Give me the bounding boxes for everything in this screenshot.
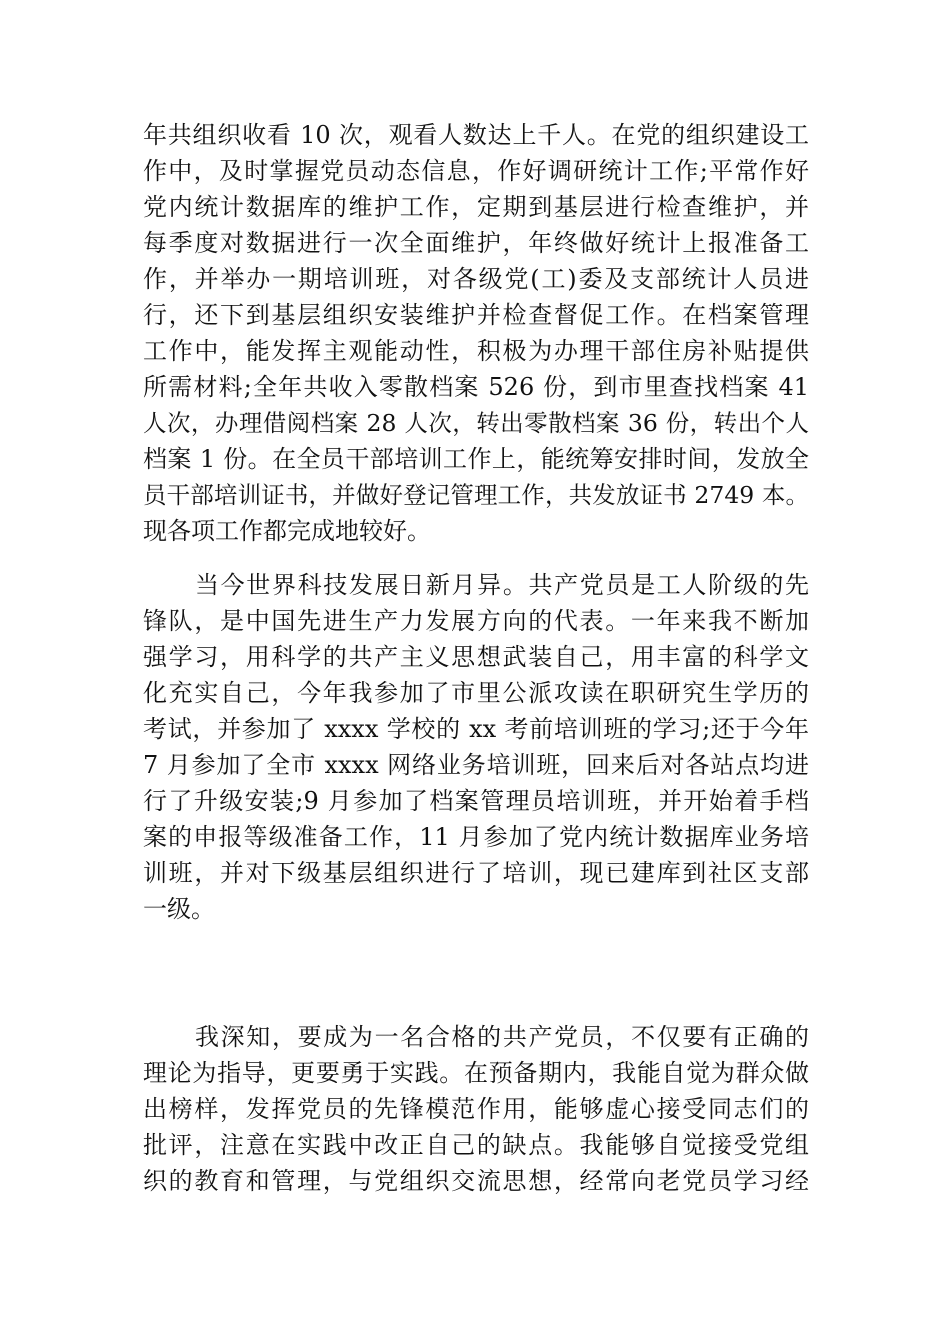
text-line: 7 月参加了全市 xxxx 网络业务培训班，回来后对各站点均进 (143, 751, 809, 779)
text-line: 强学习，用科学的共产主义思想武装自己，用丰富的科学文 (143, 643, 809, 671)
text-line: 锋队，是中国先进生产力发展方向的代表。一年来我不断加 (143, 607, 809, 635)
text-line: 训班，并对下级基层组织进行了培训，现已建库到社区支部 (143, 859, 809, 887)
text-line: 一级。 (143, 895, 215, 923)
text-line: 所需材料;全年共收入零散档案 526 份，到市里查找档案 41 (143, 373, 809, 401)
text-line: 作中，及时掌握党员动态信息，作好调研统计工作;平常作好 (143, 157, 809, 185)
text-line: 理论为指导，更要勇于实践。在预备期内，我能自觉为群众做 (143, 1059, 809, 1087)
text-line: 作，并举办一期培训班，对各级党(工)委及支部统计人员进 (143, 265, 809, 293)
text-line: 行，还下到基层组织安装维护并检查督促工作。在档案管理 (143, 301, 809, 329)
text-line: 化充实自己，今年我参加了市里公派攻读在职研究生学历的 (143, 679, 809, 707)
text-line: 工作中，能发挥主观能动性，积极为办理干部住房补贴提供 (143, 337, 809, 365)
text-line: 我深知，要成为一名合格的共产党员，不仅要有正确的 (195, 1023, 809, 1051)
text-line: 每季度对数据进行一次全面维护，年终做好统计上报准备工 (143, 229, 809, 257)
text-line: 员干部培训证书，并做好登记管理工作，共发放证书 2749 本。 (143, 481, 809, 509)
paragraph-2 (143, 567, 809, 927)
text-line: 年共组织收看 10 次，观看人数达上千人。在党的组织建设工 (143, 121, 809, 149)
text-line: 现各项工作都完成地较好。 (143, 517, 431, 545)
text-line: 当今世界科技发展日新月异。共产党员是工人阶级的先 (195, 571, 809, 599)
text-line: 考试，并参加了 xxxx 学校的 xx 考前培训班的学习;还于今年 (143, 715, 809, 743)
text-line: 批评，注意在实践中改正自己的缺点。我能够自觉接受党组 (143, 1131, 809, 1159)
paragraph-3 (143, 1019, 809, 1199)
text-line: 出榜样，发挥党员的先锋模范作用，能够虚心接受同志们的 (143, 1095, 809, 1123)
text-line: 行了升级安装;9 月参加了档案管理员培训班，并开始着手档 (143, 787, 809, 815)
text-line: 案的申报等级准备工作，11 月参加了党内统计数据库业务培 (143, 823, 809, 851)
text-line: 人次，办理借阅档案 28 人次，转出零散档案 36 份，转出个人 (143, 409, 809, 437)
text-line: 织的教育和管理，与党组织交流思想，经常向老党员学习经 (143, 1167, 809, 1195)
paragraph-1 (143, 117, 809, 549)
text-line: 档案 1 份。在全员干部培训工作上，能统筹安排时间，发放全 (143, 445, 809, 473)
text-line: 党内统计数据库的维护工作，定期到基层进行检查维护，并 (143, 193, 809, 221)
